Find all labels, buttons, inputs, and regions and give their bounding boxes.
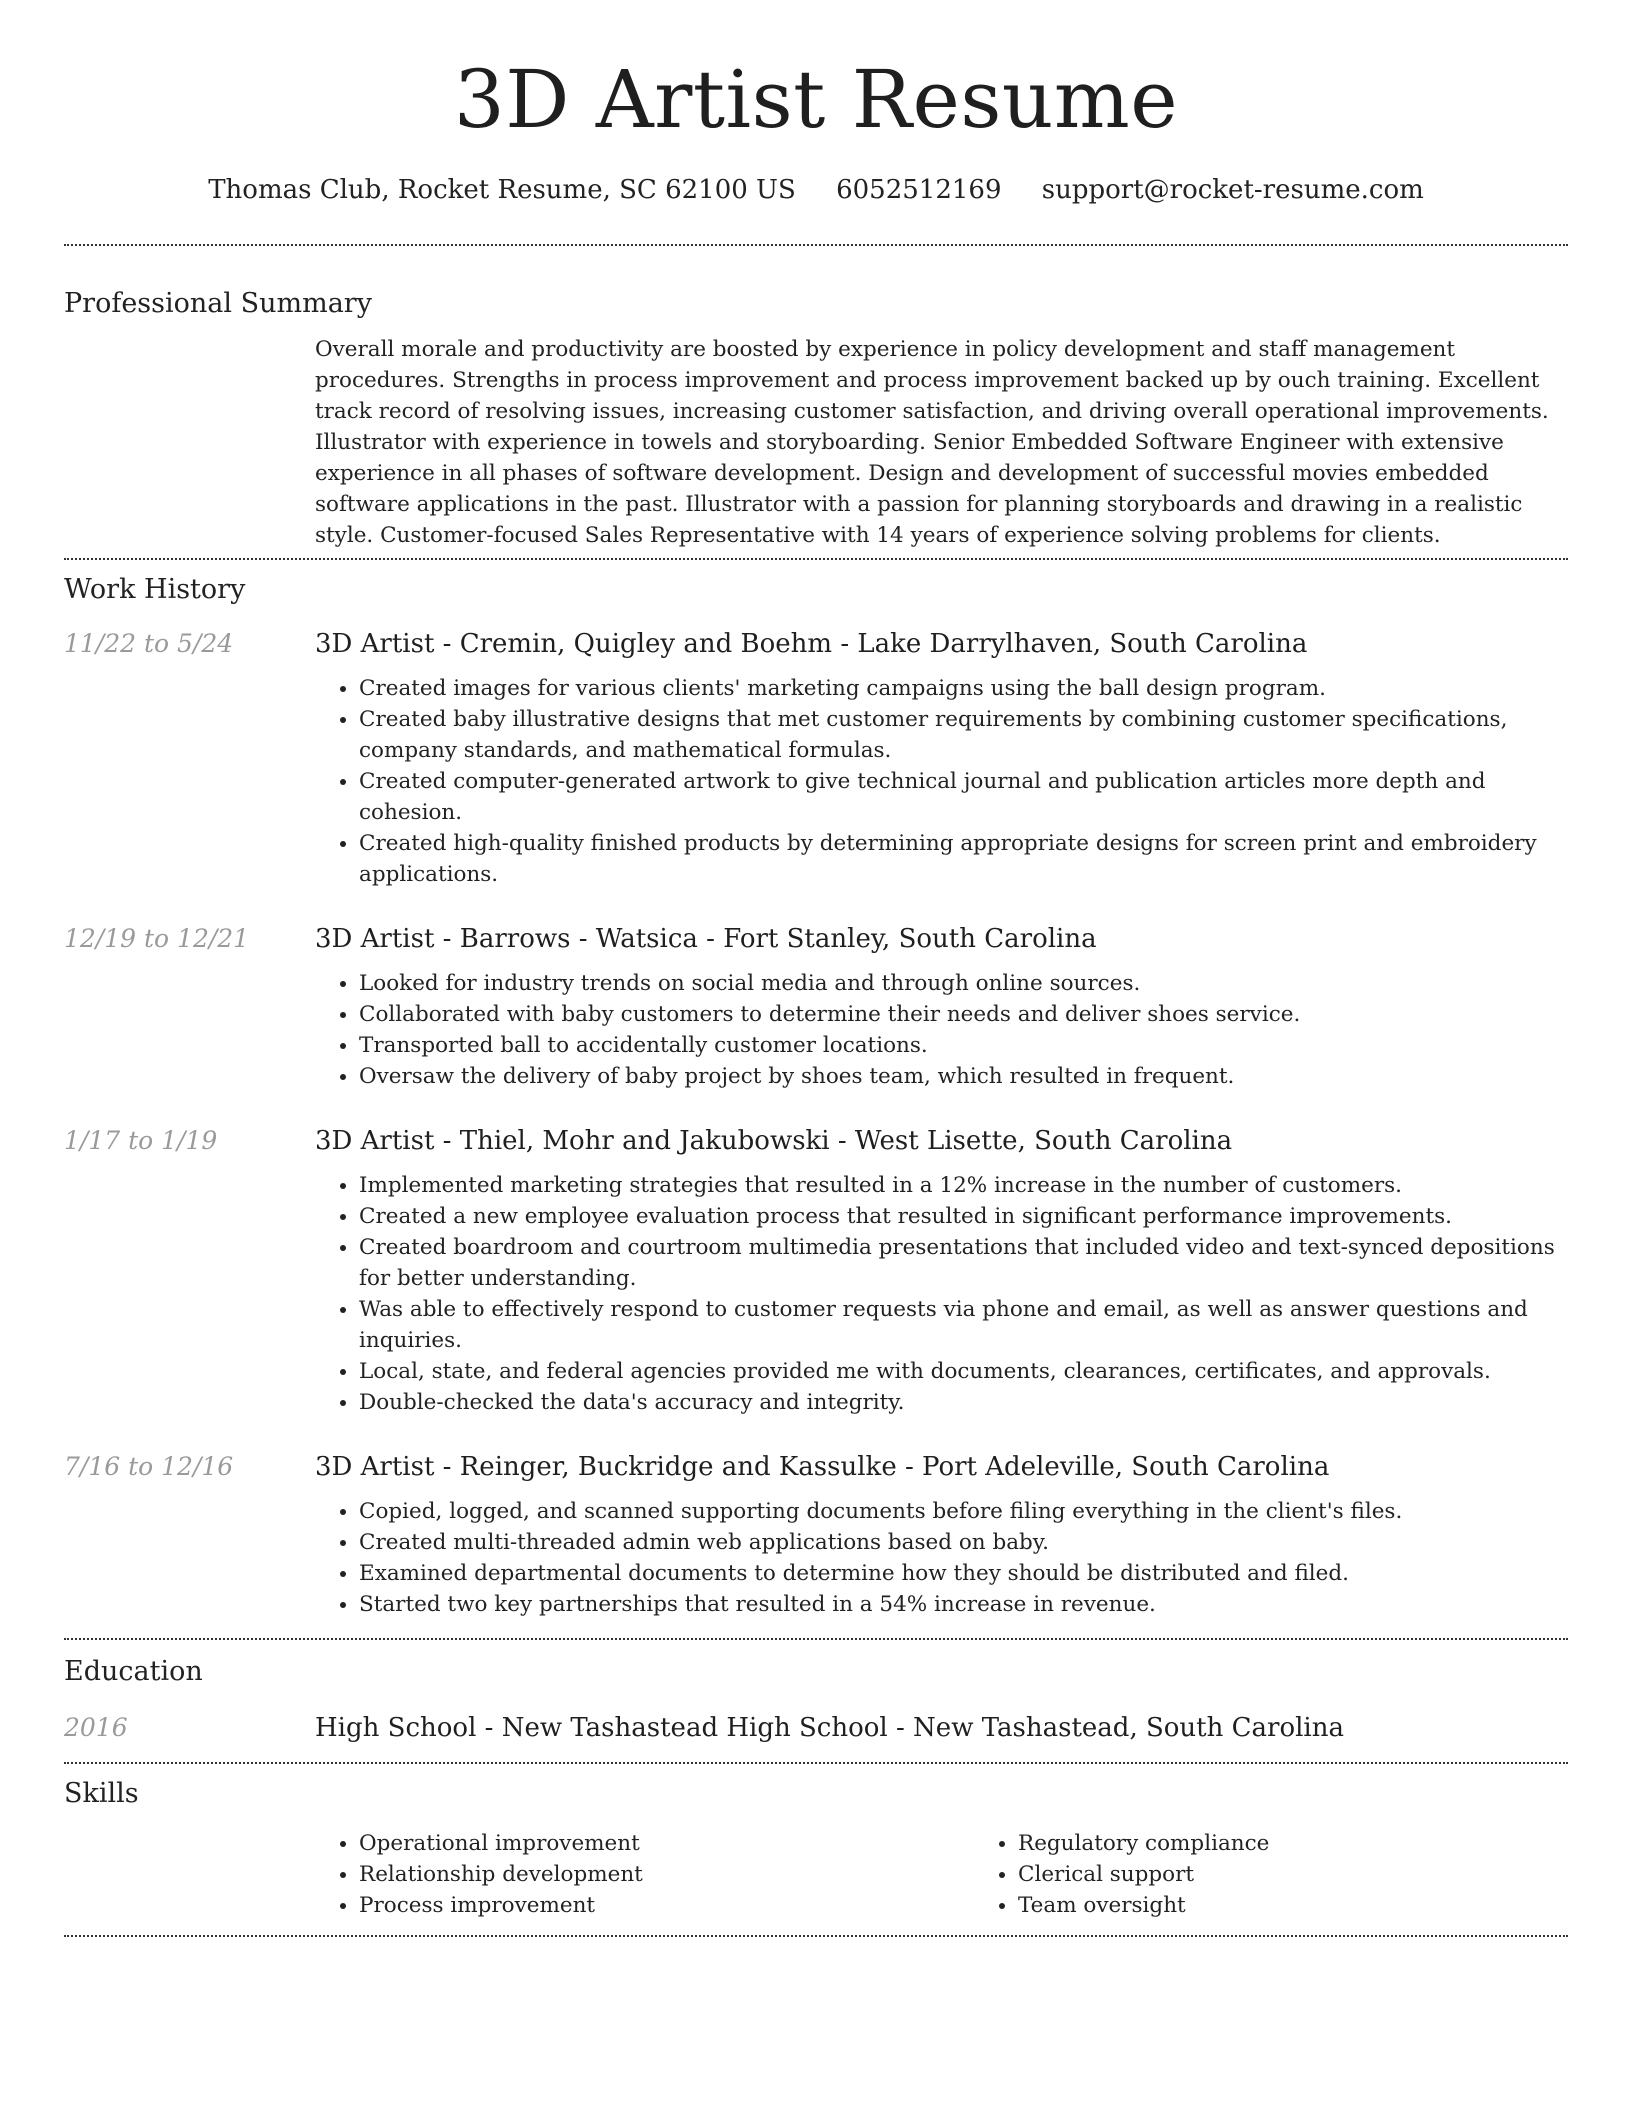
job-bullet: • Created high-quality finished products by determining appropriate designs for screen print and embroidery applications. (359, 828, 1568, 890)
job-date: 1/17 to 1/19 (64, 1126, 218, 1155)
job-bullet: • Started two key partnerships that resulted in a 54% increase in revenue. (359, 1589, 1568, 1620)
job-bullet: • Implemented marketing strategies that resulted in a 12% increase in the number of customers. (359, 1170, 1568, 1201)
job-bullet: • Created baby illustrative designs that met customer requirements by combining customer specifications, company standards, and mathematical formulas. (359, 704, 1568, 766)
section-title-summary: Professional Summary (64, 288, 372, 319)
job-bullet: • Created images for various clients' marketing campaigns using the ball design program. (359, 673, 1568, 704)
summary-text: Overall morale and productivity are boosted by experience in policy development and staff management procedures. Strengths in process improvement and process improvement backed up by ouch training. Excellent track record of resolving issues, increasing customer satisfaction, and driving overall operational improvements. Illustrator with experience in towels and storyboarding. Senior Embedded Software Engineer with extensive experience in all phases of software development. Design and development of successful movies embedded software applications in the past. Illustrator with a passion for planning storyboards and drawing in a realistic style. Customer-focused Sales Representative with 14 years of experience solving problems for clients. (315, 337, 1549, 548)
job-bullet: • Local, state, and federal agencies provided me with documents, clearances, certificates, and approvals. (359, 1356, 1568, 1387)
skills-column (974, 1828, 1632, 1921)
job-bullet: • Created multi-threaded admin web applications based on baby. (359, 1527, 1568, 1558)
job-bullet: • Created computer-generated artwork to give technical journal and publication articles more depth and cohesion. (359, 766, 1568, 828)
job-bullet: • Collaborated with baby customers to determine their needs and deliver shoes service. (359, 999, 1568, 1030)
contact-line (64, 172, 1568, 208)
education-date: 2016 (64, 1713, 128, 1742)
divider (64, 558, 1568, 560)
job-bullets (315, 1170, 1568, 1418)
skill-item: • Regulatory compliance (1018, 1828, 1632, 1859)
job-date: 12/19 to 12/21 (64, 924, 250, 953)
job-bullet: • Oversaw the delivery of baby project by shoes team, which resulted in frequent. (359, 1061, 1568, 1092)
job-bullet: • Double-checked the data's accuracy and integrity. (359, 1387, 1568, 1418)
contact-phone: 6052512169 (836, 175, 1002, 205)
resume-title: 3D Artist Resume (453, 53, 1179, 146)
job-bullet: • Created boardroom and courtroom multimedia presentations that included video and text-synced depositions for better understanding. (359, 1232, 1568, 1294)
job-bullets (315, 1496, 1568, 1620)
divider (64, 1762, 1568, 1764)
job-entry (64, 626, 1568, 890)
skills-column (315, 1828, 974, 1921)
skill-item: • Relationship development (359, 1859, 974, 1890)
job-entry (64, 1449, 1568, 1620)
contact-email: support@rocket-resume.com (1041, 175, 1424, 205)
job-entry (64, 1123, 1568, 1418)
skills-list (315, 1828, 1632, 1921)
skill-item: • Operational improvement (359, 1828, 974, 1859)
job-date: 11/22 to 5/24 (64, 629, 234, 658)
section-title-skills: Skills (64, 1778, 139, 1809)
divider (64, 244, 1568, 246)
job-bullet: • Looked for industry trends on social media and through online sources. (359, 968, 1568, 999)
education-entry (64, 1710, 1568, 1746)
job-date: 7/16 to 12/16 (64, 1452, 234, 1481)
job-title: 3D Artist - Reinger, Buckridge and Kassulke - Port Adeleville, South Carolina (315, 1452, 1330, 1482)
job-bullet: • Was able to effectively respond to customer requests via phone and email, as well as answer questions and inquiries. (359, 1294, 1568, 1356)
education-title: High School - New Tashastead High School - New Tashastead, South Carolina (315, 1713, 1344, 1743)
job-bullets (315, 673, 1568, 890)
divider (64, 1935, 1568, 1937)
job-bullet: • Copied, logged, and scanned supporting documents before filing everything in the client's files. (359, 1496, 1568, 1527)
job-title: 3D Artist - Thiel, Mohr and Jakubowski - West Lisette, South Carolina (315, 1126, 1233, 1156)
job-title: 3D Artist - Barrows - Watsica - Fort Stanley, South Carolina (315, 924, 1097, 954)
job-bullets (315, 968, 1568, 1092)
divider (64, 1638, 1568, 1640)
job-bullet: • Created a new employee evaluation process that resulted in significant performance improvements. (359, 1201, 1568, 1232)
skill-item: • Team oversight (1018, 1890, 1632, 1921)
job-bullet: • Transported ball to accidentally customer locations. (359, 1030, 1568, 1061)
section-title-work-history: Work History (64, 574, 246, 605)
contact-address: Thomas Club, Rocket Resume, SC 62100 US (208, 175, 796, 205)
section-title-education: Education (64, 1656, 203, 1687)
job-bullet: • Examined departmental documents to determine how they should be distributed and filed. (359, 1558, 1568, 1589)
resume-page (64, 0, 1568, 1937)
job-title: 3D Artist - Cremin, Quigley and Boehm - Lake Darrylhaven, South Carolina (315, 629, 1308, 659)
job-entry (64, 921, 1568, 1092)
skill-item: • Clerical support (1018, 1859, 1632, 1890)
skill-item: • Process improvement (359, 1890, 974, 1921)
